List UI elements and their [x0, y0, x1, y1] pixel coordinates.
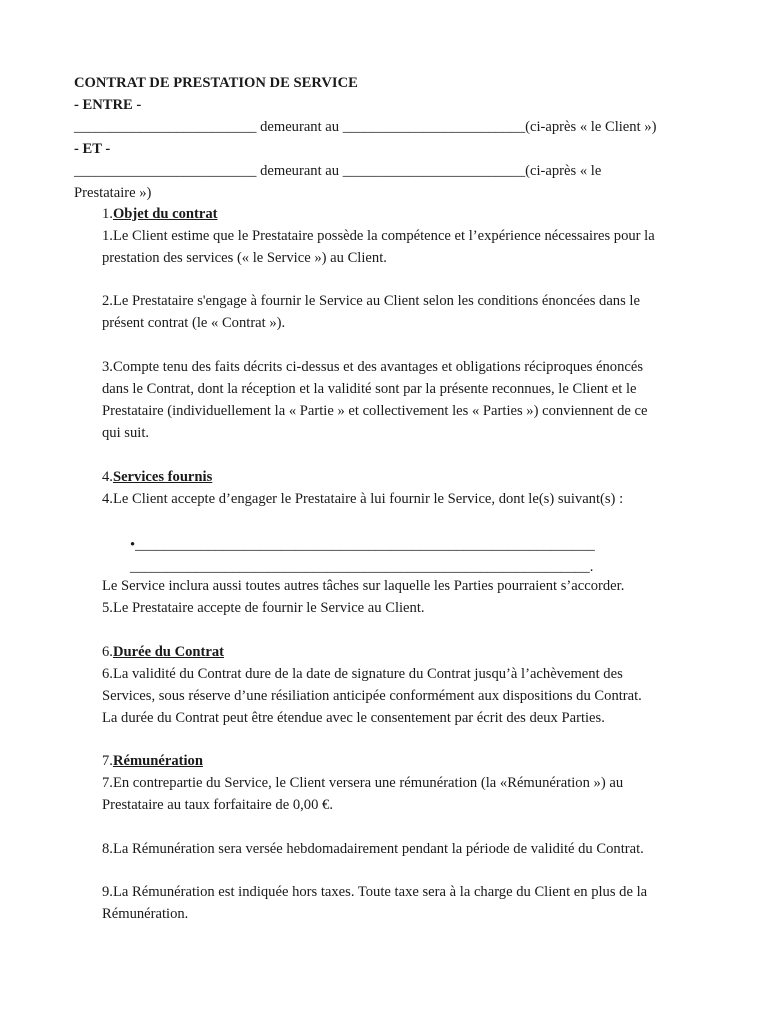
paragraph-line: La durée du Contrat peut être étendue avec le consentement par écrit des deux Parties. — [102, 710, 605, 726]
bullet-blank-line: •_______________________________________________________________ — [130, 537, 595, 553]
paragraph-line: 5.Le Prestataire accepte de fournir le Service au Client. — [102, 600, 425, 616]
paragraph-line: Le Service inclura aussi toutes autres tâches sur laquelle les Parties pourraient s’accorder. — [102, 578, 625, 594]
paragraph-line: dans le Contrat, dont la réception et la validité sont par la présente reconnues, le Client et le — [102, 381, 637, 397]
section-number: 4. — [102, 469, 113, 485]
section-remuneration — [102, 750, 702, 816]
paragraph-line: 6.La validité du Contrat dure de la date de signature du Contrat jusqu’à l’achèvement des — [102, 666, 623, 682]
paragraph-line: 9.La Rémunération est indiquée hors taxes. Toute taxe sera à la charge du Client en plus de la — [102, 884, 648, 900]
paragraph-line: Prestataire au taux forfaitaire de 0,00 €. — [102, 797, 333, 813]
et-label: - ET - — [74, 141, 111, 157]
section-title: Services fournis — [112, 469, 213, 485]
paragraph-line: présent contrat (le « Contrat »). — [102, 315, 286, 331]
party-client-line: _________________________ demeurant au _________________________(ci-après « le Client ») — [74, 119, 657, 135]
party-provider-line-1: _________________________ demeurant au _________________________(ci-après « le — [74, 163, 602, 179]
paragraph-line: Prestataire (individuellement la « Partie » et collectivement les « Parties ») conviennent de ce — [102, 403, 648, 419]
paragraph-8 — [102, 838, 702, 860]
services-notes — [102, 575, 702, 619]
paragraph-9 — [102, 881, 702, 925]
paragraph-2 — [102, 290, 702, 334]
section-title: Objet du contrat — [112, 206, 218, 222]
section-services — [102, 466, 702, 510]
document-title: CONTRAT DE PRESTATION DE SERVICE — [74, 75, 358, 91]
paragraph-line: 2.Le Prestataire s'engage à fournir le Service au Client selon les conditions énoncées dans le — [102, 293, 640, 309]
section-number: 1. — [102, 206, 113, 222]
section-number: 6. — [102, 644, 113, 660]
party-provider-line-2: Prestataire ») — [74, 185, 152, 201]
paragraph-line: 7.En contrepartie du Service, le Client versera une rémunération (la «Rémunération ») au — [102, 775, 624, 791]
section-heading — [102, 203, 702, 225]
section-heading — [102, 750, 702, 772]
paragraph-3 — [102, 356, 702, 444]
section-title: Durée du Contrat — [112, 644, 225, 660]
paragraph-line: 1.Le Client estime que le Prestataire possède la compétence et l’expérience nécessaires pour la — [102, 228, 655, 244]
paragraph-line: Rémunération. — [102, 906, 189, 922]
paragraph-line: 4.Le Client accepte d’engager le Prestataire à lui fournir le Service, dont le(s) suivant(s) : — [102, 491, 624, 507]
contract-header — [74, 72, 714, 204]
paragraph-line: 8.La Rémunération sera versée hebdomadairement pendant la période de validité du Contrat. — [102, 841, 644, 857]
section-heading — [102, 466, 702, 488]
section-title: Rémunération — [112, 753, 203, 769]
blank-line: _______________________________________________________________. — [130, 559, 594, 575]
section-duree — [102, 641, 702, 729]
section-objet — [102, 203, 702, 269]
section-heading — [102, 641, 702, 663]
paragraph-line: prestation des services (« le Service ») au Client. — [102, 250, 387, 266]
services-blank-list — [130, 534, 595, 578]
paragraph-line: qui suit. — [102, 425, 150, 441]
entre-label: - ENTRE - — [74, 97, 142, 113]
paragraph-line: 3.Compte tenu des faits décrits ci-dessus et des avantages et obligations réciproques énoncés — [102, 359, 644, 375]
section-number: 7. — [102, 753, 113, 769]
paragraph-line: Services, sous réserve d’une résiliation anticipée conformément aux dispositions du Contrat. — [102, 688, 642, 704]
